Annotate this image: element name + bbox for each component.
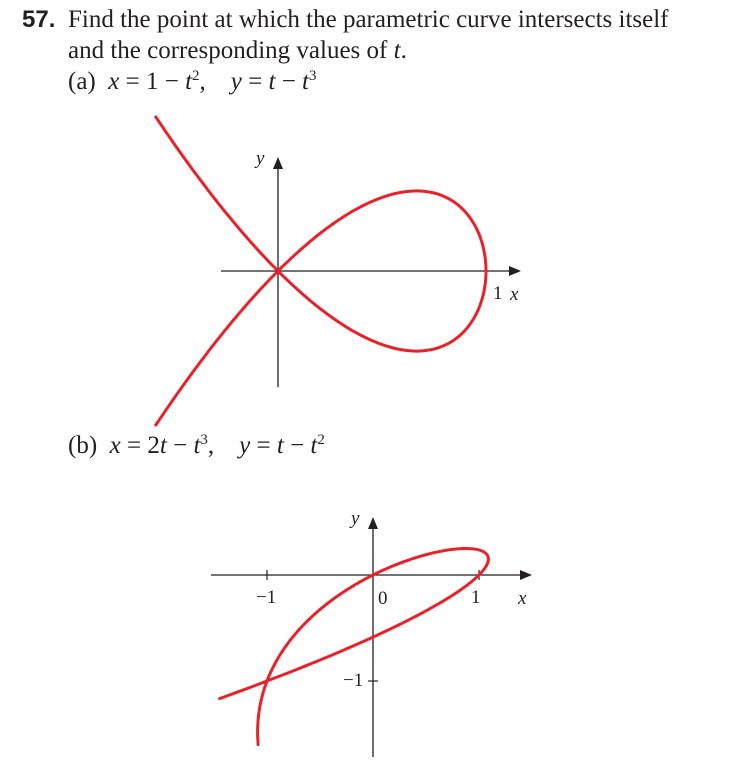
part-a-sep: , [199,68,206,95]
graph-b-tick-label-1: 1 [471,587,481,608]
part-a-y: y [230,68,242,95]
graph-a-x-arrow [509,266,521,276]
part-b-x-t1: t [159,432,167,459]
problem-var-t: t [393,37,401,64]
part-a-x: x [108,68,120,95]
part-b-label: (b) [68,432,98,459]
graph-b-x-arrow [520,570,532,580]
part-a-x-exp: 2 [192,68,200,84]
part-b-x: x [109,432,121,459]
graph-b [211,508,532,757]
graph-b-y-label: y [351,508,360,529]
part-b-y-rhs: = [250,432,277,459]
part-b-y-minus: − [283,432,311,459]
part-a-y-t2: t [302,68,309,95]
graph-b-x-label: x [518,588,527,609]
part-a-y-t1: t [268,68,276,95]
part-a-y-rhs: = [241,68,269,95]
part-a-y-minus: − [275,68,303,95]
part-b-sep: , [207,432,215,459]
graph-b-tick-label-0: 0 [378,588,388,609]
part-b-y-exp: 2 [317,432,325,448]
problem-text-2a: and the corresponding values of [68,37,394,64]
graph-b-tick-label-neg1: −1 [256,587,277,608]
part-a-x-rhs: = 1 − [119,68,186,95]
part-a-y-exp: 3 [309,68,317,84]
problem-text-2b: . [400,37,407,64]
graph-b-y-arrow [368,517,378,529]
graph-a-x-label: x [510,284,519,305]
part-a-label: (a) [68,68,96,95]
graph-a-y-arrow [273,157,283,169]
part-b-x-minus: − [166,432,194,459]
part-a-x-t: t [185,68,193,95]
part-b-y-t1: t [276,432,284,459]
graph-a-y-label: y [256,148,265,169]
problem-number: 57. [22,6,56,33]
part-b-x-t2: t [193,432,201,459]
part-b-y-t2: t [310,432,318,459]
part-b-y: y [239,432,251,459]
graph-b-tick-label-y-neg1: −1 [343,670,364,691]
graph-a [156,117,521,425]
part-b-x-rhs: = 2 [120,432,160,459]
graph-a-tick-label-1: 1 [493,283,503,304]
graph-b-curve [220,549,489,745]
part-b-x-exp: 3 [200,432,208,448]
problem-text-1: Find the point at which the parametric curve intersects itself [68,6,669,33]
